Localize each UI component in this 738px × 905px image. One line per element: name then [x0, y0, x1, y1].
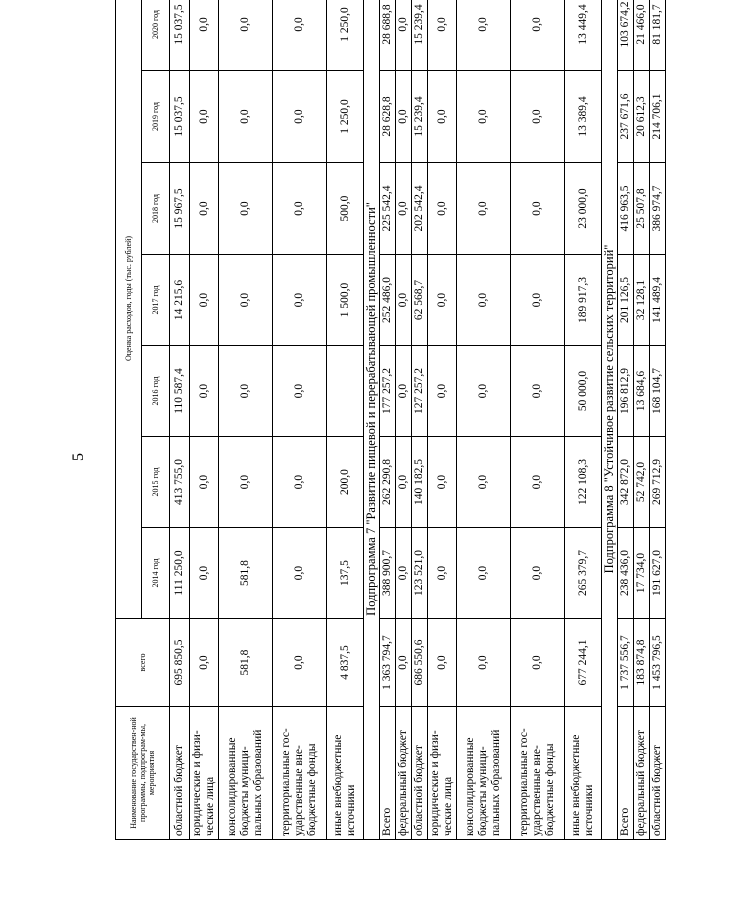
cell-year-value: 177 257,2	[380, 346, 396, 437]
cell-year-value: 252 486,0	[380, 255, 396, 346]
cell-total: 0,0	[511, 619, 565, 707]
cell-year-value: 0,0	[457, 163, 511, 255]
header-year: 2020 год	[142, 0, 170, 71]
subprogram-row	[602, 0, 618, 840]
cell-year-value: 110 587,4	[170, 346, 190, 437]
cell-year-value: 0,0	[457, 346, 511, 437]
cell-year-value: 214 706,1	[650, 71, 666, 163]
table-row	[634, 0, 650, 840]
budget-table	[115, 0, 666, 840]
cell-total: 0,0	[273, 619, 327, 707]
cell-year-value: 62 568,7	[412, 255, 428, 346]
cell-year-value: 137,5	[327, 528, 364, 619]
cell-year-value: 0,0	[273, 71, 327, 163]
cell-total: 0,0	[457, 619, 511, 707]
cell-year-value: 0,0	[396, 163, 412, 255]
table-row	[565, 0, 602, 840]
cell-year-value: 127 257,2	[412, 346, 428, 437]
row-label: юридические и физи-ческие лица	[190, 707, 219, 840]
cell-year-value: 32 128,1	[634, 255, 650, 346]
cell-total: 1 363 794,7	[380, 619, 396, 707]
cell-year-value: 0,0	[457, 0, 511, 71]
table-row	[327, 0, 364, 840]
table-row	[273, 0, 327, 840]
cell-year-value: 0,0	[190, 71, 219, 163]
cell-year-value: 0,0	[190, 346, 219, 437]
cell-year-value: 0,0	[273, 163, 327, 255]
cell-year-value	[327, 346, 364, 437]
cell-year-value: 0,0	[511, 0, 565, 71]
cell-total: 1 453 796,5	[650, 619, 666, 707]
cell-year-value: 0,0	[428, 71, 457, 163]
cell-year-value: 13 389,4	[565, 71, 602, 163]
cell-year-value: 0,0	[396, 71, 412, 163]
cell-year-value: 81 181,7	[650, 0, 666, 71]
cell-year-value: 581,8	[219, 528, 273, 619]
table-header	[116, 0, 170, 840]
row-label: территориальные гос-ударственные вне-бюджетные фонды	[273, 707, 327, 840]
cell-year-value: 168 104,7	[650, 346, 666, 437]
cell-year-value: 15 967,5	[170, 163, 190, 255]
cell-year-value: 20 612,3	[634, 71, 650, 163]
row-label: консолидированные бюджеты муници-пальных образований	[219, 707, 273, 840]
row-label: территориальные гос-ударственные вне-бюджетные фонды	[511, 707, 565, 840]
cell-year-value: 0,0	[457, 528, 511, 619]
cell-year-value: 23 000,0	[565, 163, 602, 255]
table-row	[170, 0, 190, 840]
header-estimate: Оценка расходов, годы (тыс. рублей)	[116, 0, 142, 619]
cell-year-value: 28 688,8	[380, 0, 396, 71]
table-row	[511, 0, 565, 840]
page-number: 5	[70, 453, 87, 461]
row-label: иные внебюджетные источники	[327, 707, 364, 840]
cell-year-value: 0,0	[457, 255, 511, 346]
cell-year-value: 13 449,4	[565, 0, 602, 71]
cell-year-value: 15 239,4	[412, 71, 428, 163]
row-label: консолидированные бюджеты муници-пальных образований	[457, 707, 511, 840]
cell-year-value: 388 900,7	[380, 528, 396, 619]
cell-year-value: 52 742,0	[634, 437, 650, 528]
cell-year-value: 17 734,0	[634, 528, 650, 619]
cell-year-value: 50 000,0	[565, 346, 602, 437]
header-year: 2017 год	[142, 255, 170, 346]
cell-year-value: 123 521,0	[412, 528, 428, 619]
cell-year-value: 0,0	[219, 0, 273, 71]
cell-year-value: 13 684,6	[634, 346, 650, 437]
row-label: юридические и физи-ческие лица	[428, 707, 457, 840]
cell-year-value: 269 712,9	[650, 437, 666, 528]
cell-year-value: 0,0	[219, 437, 273, 528]
cell-year-value: 15 037,5	[170, 0, 190, 71]
cell-year-value: 0,0	[190, 0, 219, 71]
cell-total: 0,0	[396, 619, 412, 707]
cell-year-value: 15 239,4	[412, 0, 428, 71]
row-label: федеральный бюджет	[634, 707, 650, 840]
cell-year-value: 386 974,7	[650, 163, 666, 255]
cell-year-value: 0,0	[396, 0, 412, 71]
cell-year-value: 189 917,3	[565, 255, 602, 346]
header-year: 2019 год	[142, 71, 170, 163]
cell-year-value: 202 542,4	[412, 163, 428, 255]
cell-year-value: 21 466,0	[634, 0, 650, 71]
cell-year-value: 0,0	[457, 437, 511, 528]
cell-year-value: 0,0	[273, 528, 327, 619]
cell-year-value: 140 182,5	[412, 437, 428, 528]
cell-year-value: 500,0	[327, 163, 364, 255]
header-total-column: всего	[116, 619, 170, 707]
row-label: областной бюджет	[170, 707, 190, 840]
cell-year-value: 0,0	[396, 528, 412, 619]
table-row	[618, 0, 634, 840]
cell-year-value: 28 628,8	[380, 71, 396, 163]
table-row	[190, 0, 219, 840]
cell-year-value: 141 489,4	[650, 255, 666, 346]
cell-year-value: 0,0	[511, 163, 565, 255]
cell-total: 183 874,8	[634, 619, 650, 707]
table-row	[428, 0, 457, 840]
cell-year-value: 237 671,6	[618, 71, 634, 163]
header-year: 2015 год	[142, 437, 170, 528]
row-label: федеральный бюджет	[396, 707, 412, 840]
cell-year-value: 0,0	[219, 346, 273, 437]
table-row	[457, 0, 511, 840]
cell-year-value: 0,0	[190, 255, 219, 346]
subprogram-title: Подпрограмма 8 "Устойчивое развитие сельских территорий"	[602, 0, 618, 840]
cell-total: 4 837,5	[327, 619, 364, 707]
rotated-table-container	[98, 0, 738, 870]
cell-year-value: 0,0	[511, 437, 565, 528]
cell-year-value: 0,0	[428, 0, 457, 71]
header-name-column: Наименование государствен-ной программы, подпрограм-мы, мероприятия	[116, 707, 170, 840]
cell-year-value: 0,0	[190, 163, 219, 255]
cell-year-value: 0,0	[273, 255, 327, 346]
cell-year-value: 196 812,9	[618, 346, 634, 437]
cell-year-value: 0,0	[428, 255, 457, 346]
table-row	[380, 0, 396, 840]
cell-year-value: 0,0	[428, 528, 457, 619]
header-year: 2018 год	[142, 163, 170, 255]
cell-year-value: 14 215,6	[170, 255, 190, 346]
table-row	[650, 0, 666, 840]
cell-year-value: 0,0	[511, 255, 565, 346]
cell-total: 677 244,1	[565, 619, 602, 707]
cell-year-value: 0,0	[511, 528, 565, 619]
cell-year-value: 413 755,0	[170, 437, 190, 528]
subprogram-row	[364, 0, 380, 840]
cell-year-value: 262 290,8	[380, 437, 396, 528]
cell-year-value: 201 126,5	[618, 255, 634, 346]
row-label: Всего	[618, 707, 634, 840]
row-label: иные внебюджетные источники	[565, 707, 602, 840]
cell-year-value: 0,0	[273, 0, 327, 71]
table-row	[219, 0, 273, 840]
cell-year-value: 200,0	[327, 437, 364, 528]
header-year: 2016 год	[142, 346, 170, 437]
cell-year-value: 111 250,0	[170, 528, 190, 619]
cell-year-value: 0,0	[219, 71, 273, 163]
cell-year-value: 238 436,0	[618, 528, 634, 619]
cell-year-value: 0,0	[511, 346, 565, 437]
table-body	[170, 0, 666, 840]
cell-year-value: 0,0	[428, 163, 457, 255]
cell-year-value: 0,0	[219, 255, 273, 346]
cell-year-value: 0,0	[396, 255, 412, 346]
table-row	[396, 0, 412, 840]
cell-year-value: 225 542,4	[380, 163, 396, 255]
cell-year-value: 0,0	[511, 71, 565, 163]
header-year: 2014 год	[142, 528, 170, 619]
cell-year-value: 0,0	[190, 528, 219, 619]
cell-year-value: 0,0	[428, 346, 457, 437]
cell-year-value: 1 250,0	[327, 0, 364, 71]
subprogram-title: Подпрограмма 7 "Развитие пищевой и перерабатывающей промышленности"	[364, 0, 380, 840]
cell-year-value: 191 627,0	[650, 528, 666, 619]
cell-year-value: 0,0	[190, 437, 219, 528]
cell-year-value: 0,0	[396, 437, 412, 528]
table-row	[412, 0, 428, 840]
cell-year-value: 265 379,7	[565, 528, 602, 619]
cell-year-value: 25 507,8	[634, 163, 650, 255]
cell-year-value: 15 037,5	[170, 71, 190, 163]
cell-year-value: 0,0	[219, 163, 273, 255]
row-label: областной бюджет	[412, 707, 428, 840]
cell-year-value: 416 963,5	[618, 163, 634, 255]
cell-year-value: 0,0	[273, 346, 327, 437]
cell-year-value: 103 674,2	[618, 0, 634, 71]
cell-year-value: 0,0	[428, 437, 457, 528]
cell-year-value: 0,0	[273, 437, 327, 528]
cell-total: 0,0	[428, 619, 457, 707]
row-label: Всего	[380, 707, 396, 840]
cell-total: 686 550,6	[412, 619, 428, 707]
cell-year-value: 0,0	[396, 346, 412, 437]
cell-year-value: 122 108,3	[565, 437, 602, 528]
row-label: областной бюджет	[650, 707, 666, 840]
cell-total: 0,0	[190, 619, 219, 707]
cell-year-value: 1 250,0	[327, 71, 364, 163]
cell-year-value: 0,0	[457, 71, 511, 163]
cell-year-value: 342 872,0	[618, 437, 634, 528]
cell-year-value: 1 500,0	[327, 255, 364, 346]
cell-total: 695 850,5	[170, 619, 190, 707]
cell-total: 1 737 556,7	[618, 619, 634, 707]
cell-total: 581,8	[219, 619, 273, 707]
